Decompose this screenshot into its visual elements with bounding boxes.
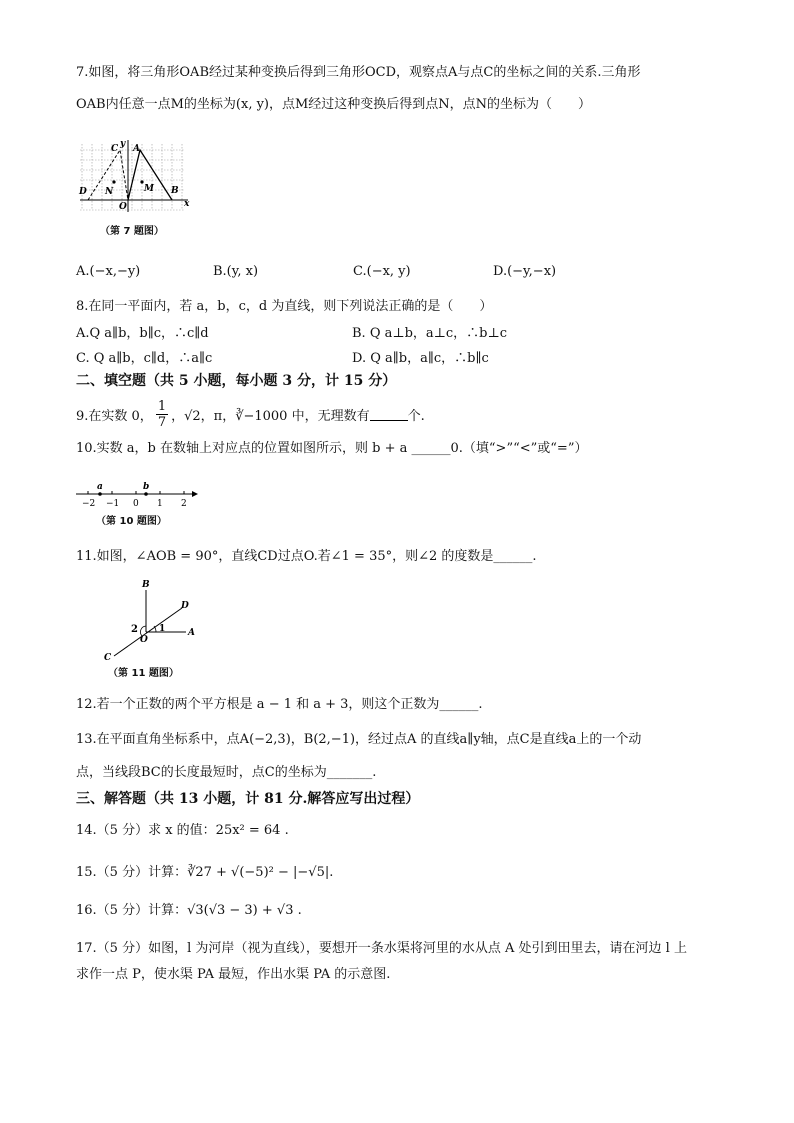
q8-option-d: D. Q a∥b，a∥c，∴b∥c <box>352 351 489 366</box>
q9-fraction <box>156 399 168 430</box>
q7-label-n: N <box>105 187 114 197</box>
q7-label-y: y <box>120 139 126 149</box>
q10-tick-2: 2 <box>181 499 187 509</box>
q10-tick-neg2: −2 <box>82 499 96 509</box>
q7-figure <box>76 136 196 222</box>
q10-number-line <box>74 480 198 510</box>
q11-label-a: A <box>188 628 195 638</box>
q10-figure-caption: （第 10 题图） <box>96 516 167 527</box>
q8-option-a: A.Q a∥b，b∥c，∴c∥d <box>76 326 209 341</box>
q7-option-d: D.(−y,−x) <box>493 264 557 279</box>
q9-frac-num: 1 <box>157 398 167 414</box>
q7-stem-line2: OAB内任意一点M的坐标为(x, y)，点M经过这种变换后得到点N，点N的坐标为（ ） <box>76 97 592 112</box>
q10-tick-neg1: −1 <box>106 499 120 509</box>
q7-label-c: C <box>111 144 119 154</box>
q11-label-2: 2 <box>131 624 138 635</box>
q11-stem: 11.如图，∠AOB = 90°，直线CD过点O.若∠1 = 35°，则∠2 的度数是______. <box>76 549 537 564</box>
q11-label-d: D <box>181 601 189 611</box>
q17-stem-line2: 求作一点 P，使水渠 PA 最短，作出水渠 PA 的示意图. <box>76 967 391 982</box>
q7-label-b: B <box>171 186 179 196</box>
q10-label-a: a <box>97 482 103 492</box>
q9-prefix: 9.在实数 0， <box>76 408 153 424</box>
q11-figure-caption: （第 11 题图） <box>108 668 179 679</box>
q7-option-b: B.(y, x) <box>213 264 259 279</box>
q9-suffix: 个. <box>407 408 425 424</box>
q11-label-b: B <box>142 580 150 590</box>
q7-stem-line1: 7.如图，将三角形OAB经过某种变换后得到三角形OCD，观察点A与点C的坐标之间的关系.三角形 <box>76 65 641 80</box>
q8-stem: 8.在同一平面内，若 a，b，c，d 为直线，则下列说法正确的是（ ） <box>76 299 493 314</box>
q11-label-1: 1 <box>159 624 166 634</box>
q11-figure <box>98 576 208 662</box>
section-3-heading: 三、解答题（共 13 小题，计 81 分.解答应写出过程） <box>76 791 420 807</box>
q11-label-o: O <box>140 635 148 645</box>
q9-answer-blank[interactable] <box>370 408 408 421</box>
q7-label-a: A <box>133 144 140 154</box>
q11-label-c: C <box>104 653 112 662</box>
q10-tick-1: 1 <box>157 499 163 509</box>
q10-stem: 10.实数 a，b 在数轴上对应点的位置如图所示，则 b + a ______0.（填“>”“<”或“=”） <box>76 441 588 456</box>
q16-stem: 16.（5 分）计算：√3(√3 − 3) + √3 . <box>76 903 302 918</box>
q7-label-d: D <box>79 187 87 197</box>
q9-frac-den: 7 <box>157 414 167 430</box>
q13-stem-line2: 点，当线段BC的长度最短时，点C的坐标为_______. <box>76 765 377 780</box>
q8-option-b: B. Q a⊥b，a⊥c，∴b⊥c <box>352 326 507 341</box>
q8-option-c: C. Q a∥b，c∥d，∴a∥c <box>76 351 213 366</box>
section-2-heading: 二、填空题（共 5 小题，每小题 3 分，计 15 分） <box>76 373 397 389</box>
q17-stem-line1: 17.（5 分）如图，l 为河岸（视为直线），要想开一条水渠将河里的水从点 A 处引到田里去，请在河边 l 上 <box>76 941 687 956</box>
q7-option-a: A.(−x,−y) <box>76 264 141 279</box>
q7-label-x: x <box>184 199 190 209</box>
q12-stem: 12.若一个正数的两个平方根是 a − 1 和 a + 3，则这个正数为______. <box>76 697 483 712</box>
q13-stem-line1: 13.在平面直角坐标系中，点A(−2,3)，B(2,−1)，经过点A 的直线a∥y轴，点C是直线a上的一个动 <box>76 732 642 747</box>
q9-stem <box>76 396 425 432</box>
q7-label-o: O <box>119 202 127 212</box>
q7-label-m: M <box>144 184 154 194</box>
q15-stem: 15.（5 分）计算：∛27 + √(−5)² − |−√5|. <box>76 865 334 880</box>
q7-option-c: C.(−x, y) <box>353 264 411 279</box>
q10-label-b: b <box>143 482 150 492</box>
q10-tick-0: 0 <box>133 499 139 509</box>
q7-figure-caption: （第 7 题图） <box>100 226 164 237</box>
q9-mid: ，√2，π，∛−1000 中，无理数有 <box>171 408 370 424</box>
q14-stem: 14.（5 分）求 x 的值：25x² = 64 . <box>76 823 289 838</box>
